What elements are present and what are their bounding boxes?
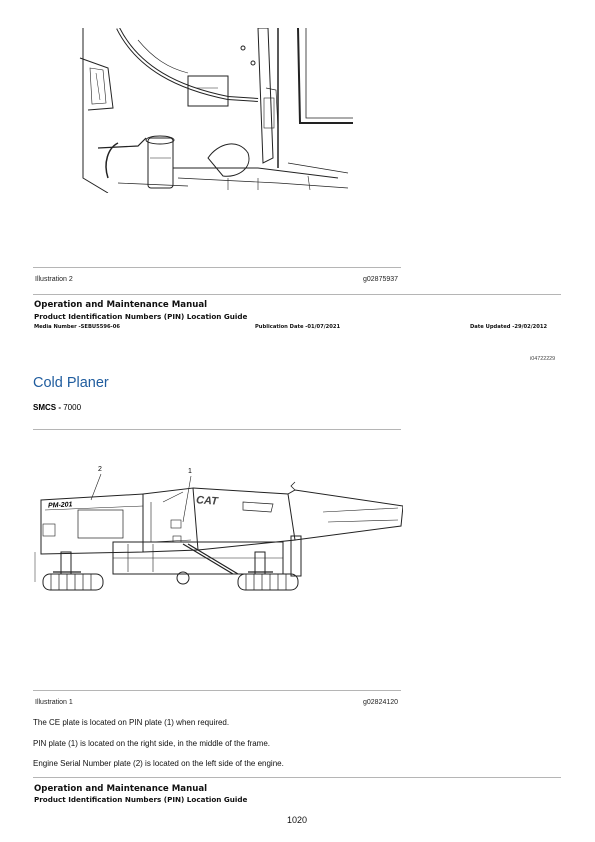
document-id: i04722229 (530, 356, 556, 362)
page-number: 1020 (287, 815, 308, 825)
date-updated: Date Updated -29/02/2012 (470, 324, 548, 330)
divider (33, 294, 561, 295)
engine-bay-illustration (78, 28, 353, 193)
illustration-caption: Illustration 1 (35, 699, 73, 706)
divider (33, 429, 401, 430)
page-heading: Cold Planer (33, 375, 109, 391)
cold-planer-illustration (33, 462, 403, 612)
paragraph: The CE plate is located on PIN plate (1) when required. (33, 718, 230, 727)
brand-decal: CAT (195, 494, 219, 508)
callout-1: 1 (188, 468, 192, 475)
media-number: Media Number -SEBU5596-06 (34, 324, 120, 330)
callout-2: 2 (98, 466, 102, 473)
manual-title: Operation and Maintenance Manual (34, 784, 208, 794)
model-decal: PM-201 (47, 501, 73, 510)
smcs-label: SMCS - (33, 403, 64, 412)
paragraph: PIN plate (1) is located on the right side, in the middle of the frame. (33, 739, 271, 748)
manual-title: Operation and Maintenance Manual (34, 300, 208, 310)
divider (33, 690, 401, 691)
illustration-caption: Illustration 2 (35, 276, 73, 283)
illustration-code: g02875937 (363, 276, 399, 283)
publication-date: Publication Date -01/07/2021 (255, 324, 341, 330)
manual-subtitle: Product Identification Numbers (PIN) Location Guide (34, 795, 248, 804)
divider (33, 777, 561, 778)
divider (33, 267, 401, 268)
smcs-code (33, 403, 81, 412)
manual-subtitle: Product Identification Numbers (PIN) Location Guide (34, 312, 248, 321)
smcs-value: 7000 (63, 403, 82, 412)
illustration-code: g02824120 (363, 699, 399, 706)
paragraph: Engine Serial Number plate (2) is located on the left side of the engine. (33, 759, 284, 768)
